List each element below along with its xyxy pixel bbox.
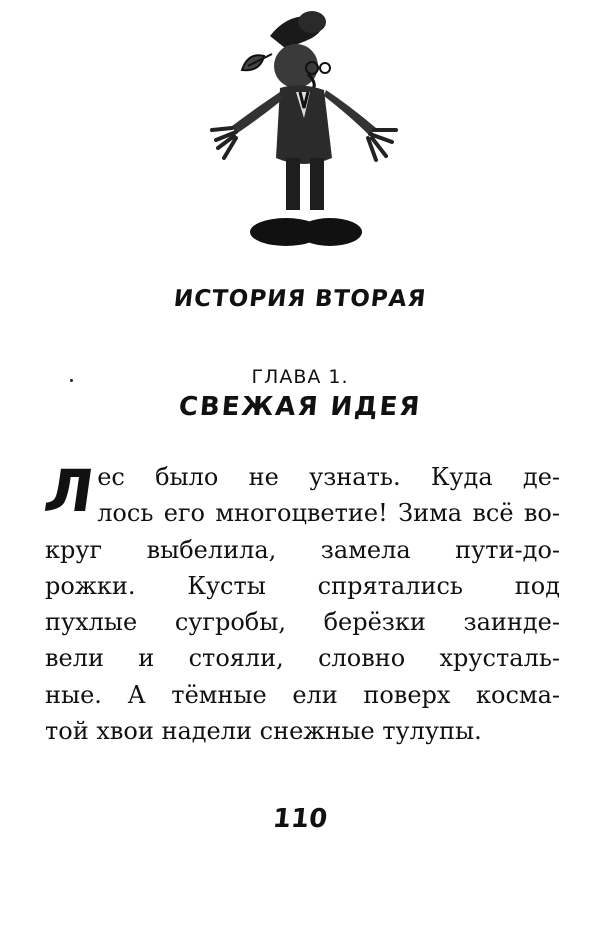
gnome-character-illustration: [200, 8, 410, 253]
text-line: рожки. Кусты спрятались под: [45, 571, 560, 600]
gnome-icon: [200, 8, 410, 253]
text-line: круг выбелила, замела пути-до-: [45, 535, 560, 564]
story-title: ИСТОРИЯ ВТОРАЯ: [172, 286, 428, 312]
text-line: вели и стояли, словно хрусталь-: [45, 644, 560, 673]
text-line: пухлые сугробы, берёзки заинде-: [45, 608, 560, 637]
text-line: ес было не узнать. Куда де-: [97, 463, 560, 491]
drop-cap: Л: [40, 457, 98, 525]
text-line: той хвои надели снежные тулупы.: [45, 717, 482, 746]
chapter-title: СВЕЖАЯ ИДЕЯ: [177, 392, 423, 422]
text-line: ные. А тёмные ели поверх косма-: [45, 680, 560, 709]
page-number: 110: [271, 804, 329, 834]
text-line: лось его многоцветие! Зима всё во-: [97, 499, 560, 528]
chapter-label: ГЛАВА 1.: [251, 366, 349, 388]
chapter-text: [40, 457, 560, 749]
